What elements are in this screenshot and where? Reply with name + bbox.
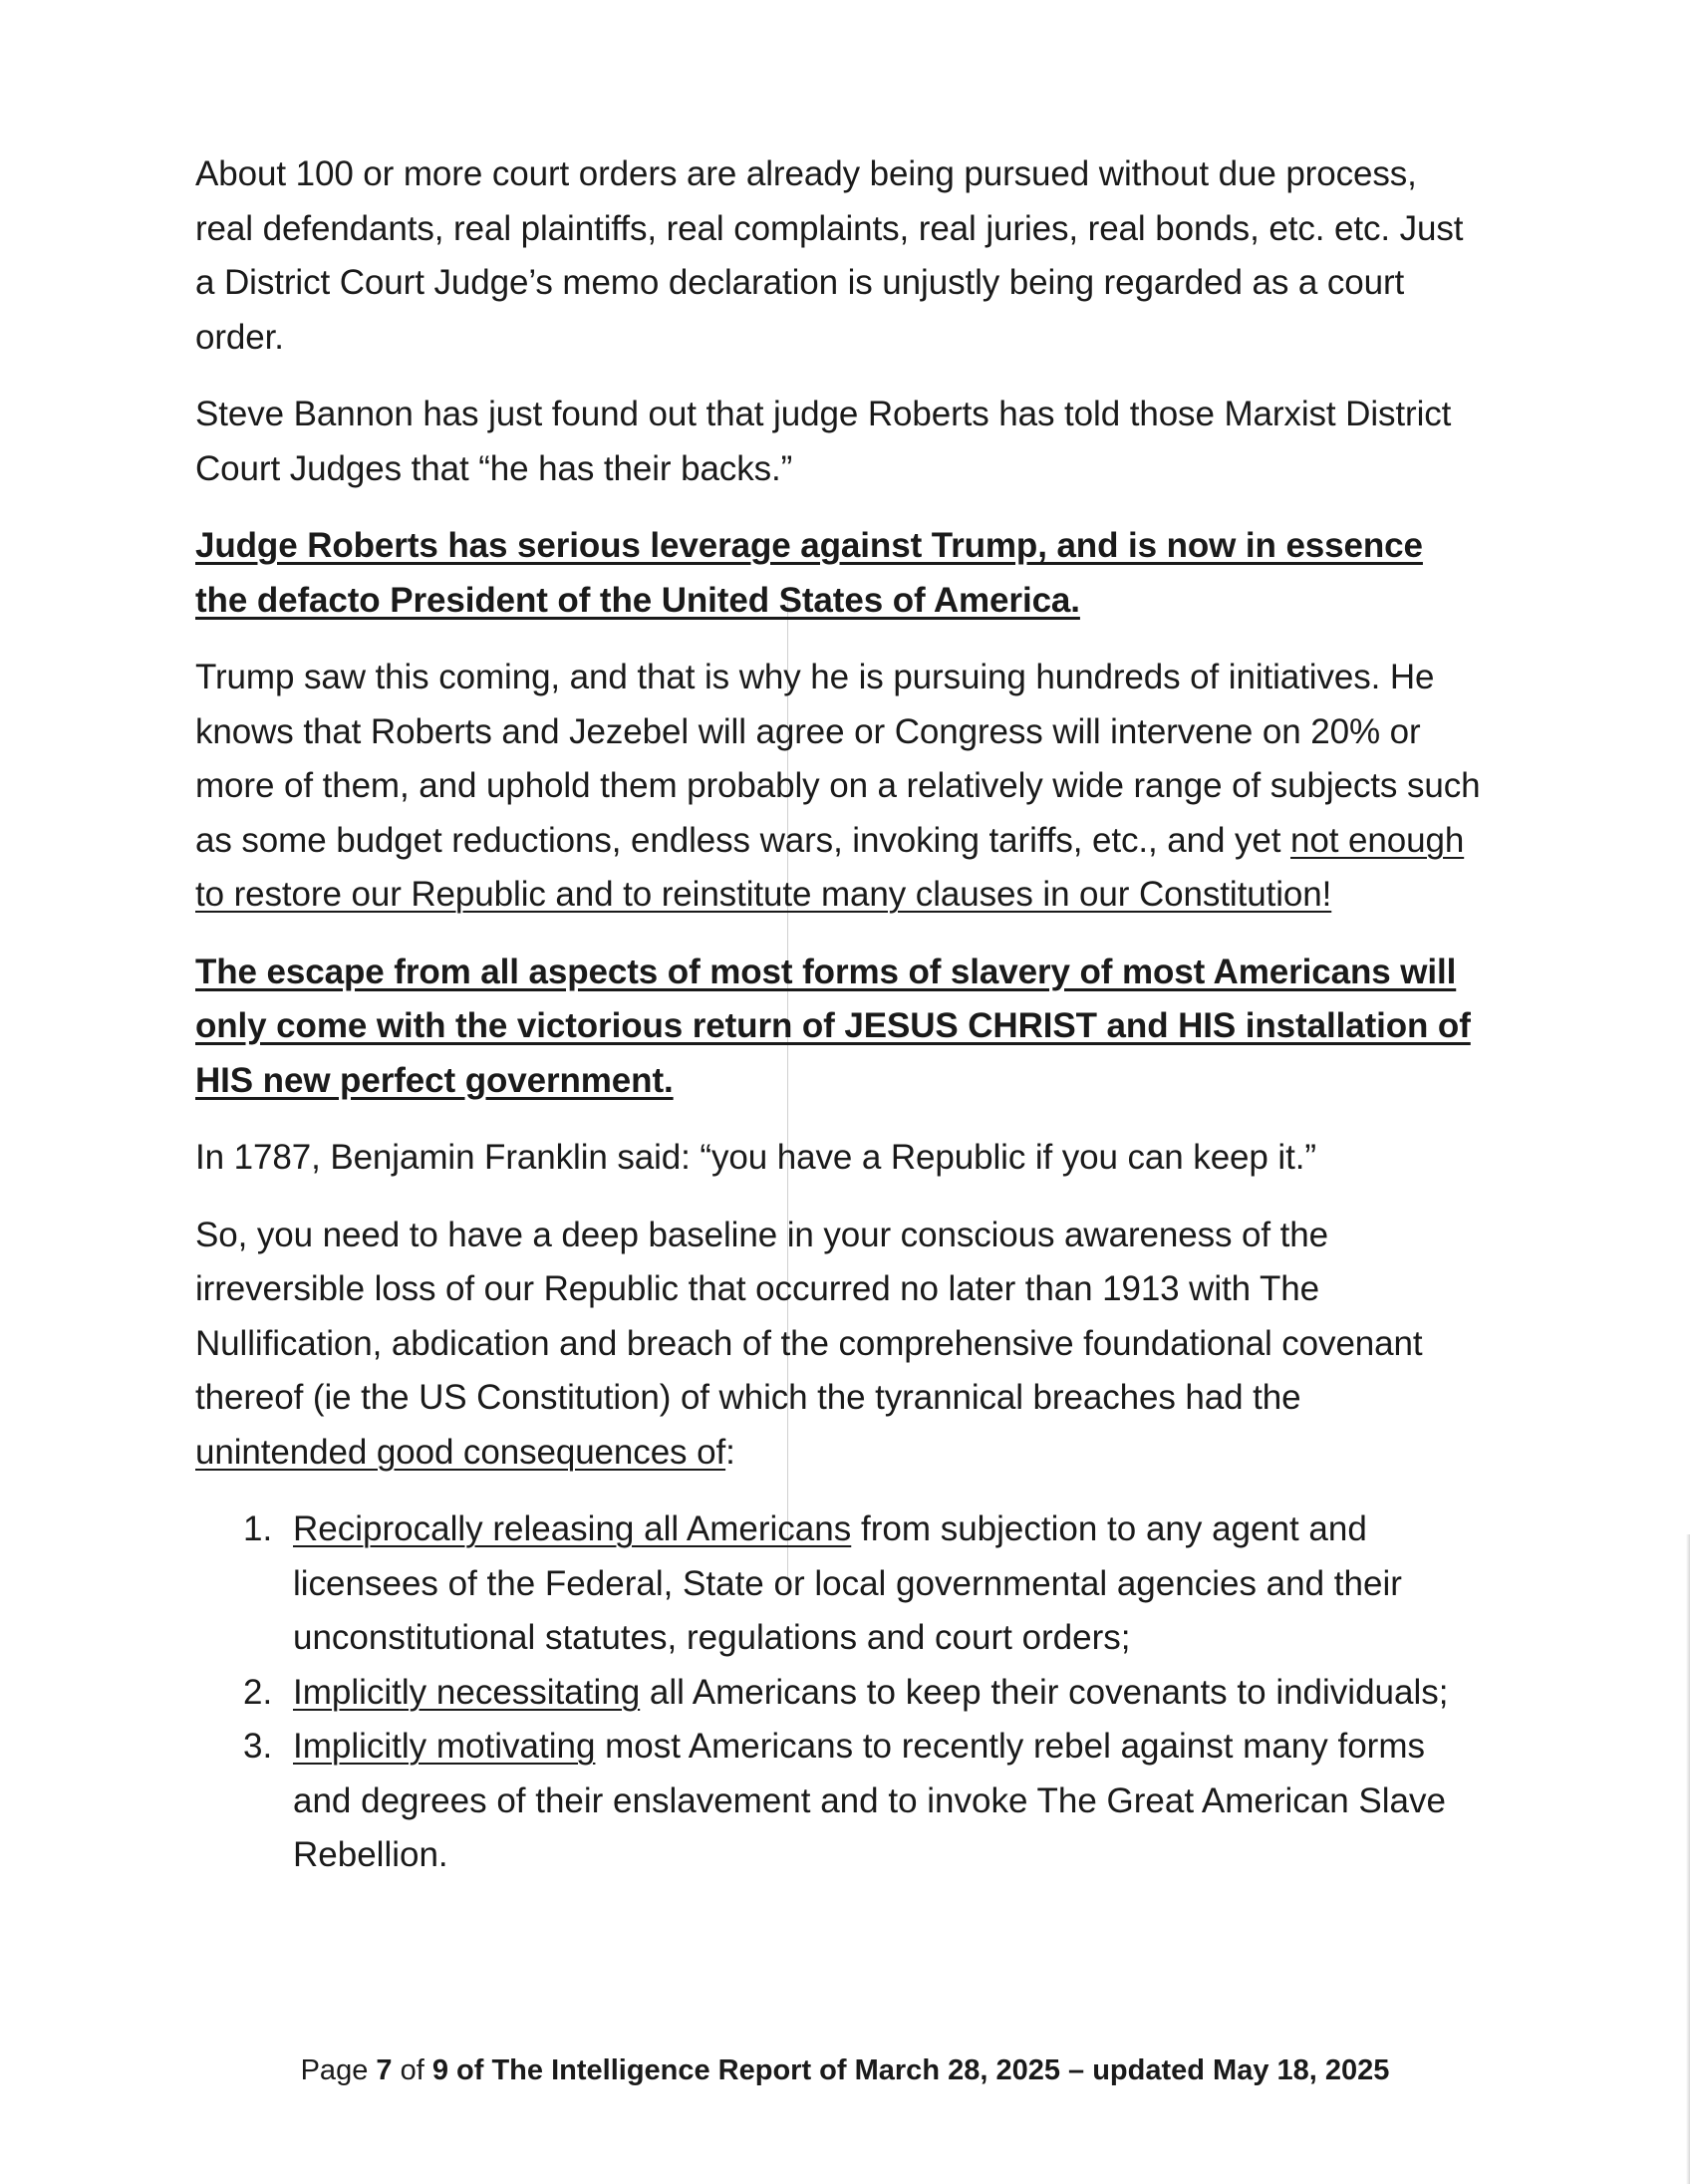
list-item-underlined: Reciprocally releasing all Americans (293, 1509, 852, 1548)
paragraph-trump-text: Trump saw this coming, and that is why he is pursuing hundreds of initiatives. He knows that Roberts and Jezebel will agree or Congress will intervene on 20% or more of them, and uphold them probably on a relatively wide range of subjects such as some budget reductions, endless wars, invoking tariffs, etc., and yet (195, 658, 1481, 860)
list-number: 1. (243, 1509, 273, 1548)
list-item (195, 1666, 1481, 1721)
paragraph-steve-bannon: Steve Bannon has just found out that judge Roberts has told those Marxist District Court Judges that “he has their backs.” (195, 395, 1452, 488)
page-footer (0, 2052, 1690, 2088)
paragraph-baseline-text: So, you need to have a deep baseline in your conscious awareness of the irreversible loss of our Republic that occurred no later than 1913 with The Nullification, abdication and breach of the comprehensive foundational covenant thereof (ie the US Constitution) of which the tyrannical breaches had the (195, 1215, 1423, 1417)
list-item-underlined: Implicitly motivating (293, 1727, 596, 1766)
document-body (195, 147, 1481, 1883)
footer-of: of (392, 2054, 432, 2086)
paragraph-escape-slavery (195, 946, 1481, 1109)
footer-report-title: of The Intelligence Report of March 28, 2025 – updated May 18, 2025 (447, 2054, 1390, 2086)
paragraph-judge-roberts (195, 519, 1481, 628)
colon: : (725, 1432, 735, 1472)
list-item (195, 1720, 1481, 1883)
emphasis-judge-roberts: Judge Roberts has serious leverage against Trump, and is now in essence the defacto President of the United States of America. (195, 526, 1423, 620)
footer-page-total: 9 (431, 2054, 448, 2086)
list-item-text: from subjection to any agent and licensees of the Federal, State or local governmental agencies and their unconstitutional statutes, regulations and court orders; (293, 1509, 1402, 1657)
emphasis-escape-slavery: The escape from all aspects of most forms of slavery of most Americans will only come with the victorious return of JESUS CHRIST and HIS installation of HIS new perfect government. (195, 952, 1471, 1100)
consequences-list (195, 1502, 1481, 1883)
paragraph-baseline (195, 1209, 1481, 1481)
footer-page-current: 7 (376, 2054, 393, 2086)
paragraph-court-orders: About 100 or more court orders are already being pursued without due process, real defendants, real plaintiffs, real complaints, real juries, real bonds, etc. etc. Just a District Court Judge’s memo declaration is unjustly being regarded as a court order. (195, 154, 1464, 357)
list-item (195, 1502, 1481, 1666)
list-item-text: most Americans to recently rebel against many forms and degrees of their enslavement and to invoke The Great American Slave Rebellion. (293, 1727, 1446, 1874)
paragraph-trump-initiatives (195, 651, 1481, 923)
list-number: 3. (243, 1727, 273, 1766)
paragraph-franklin-quote: In 1787, Benjamin Franklin said: “you have a Republic if you can keep it.” (195, 1138, 1316, 1177)
list-number: 2. (243, 1672, 273, 1712)
list-item-text: all Americans to keep their covenants to individuals; (640, 1672, 1449, 1712)
footer-prefix: Page (300, 2054, 377, 2086)
list-item-underlined: Implicitly necessitating (293, 1672, 641, 1712)
underlined-consequences: unintended good consequences of (195, 1432, 726, 1472)
underlined-restore-republic: not enough to restore our Republic and to reinstitute many clauses in our Constitution! (195, 820, 1465, 914)
